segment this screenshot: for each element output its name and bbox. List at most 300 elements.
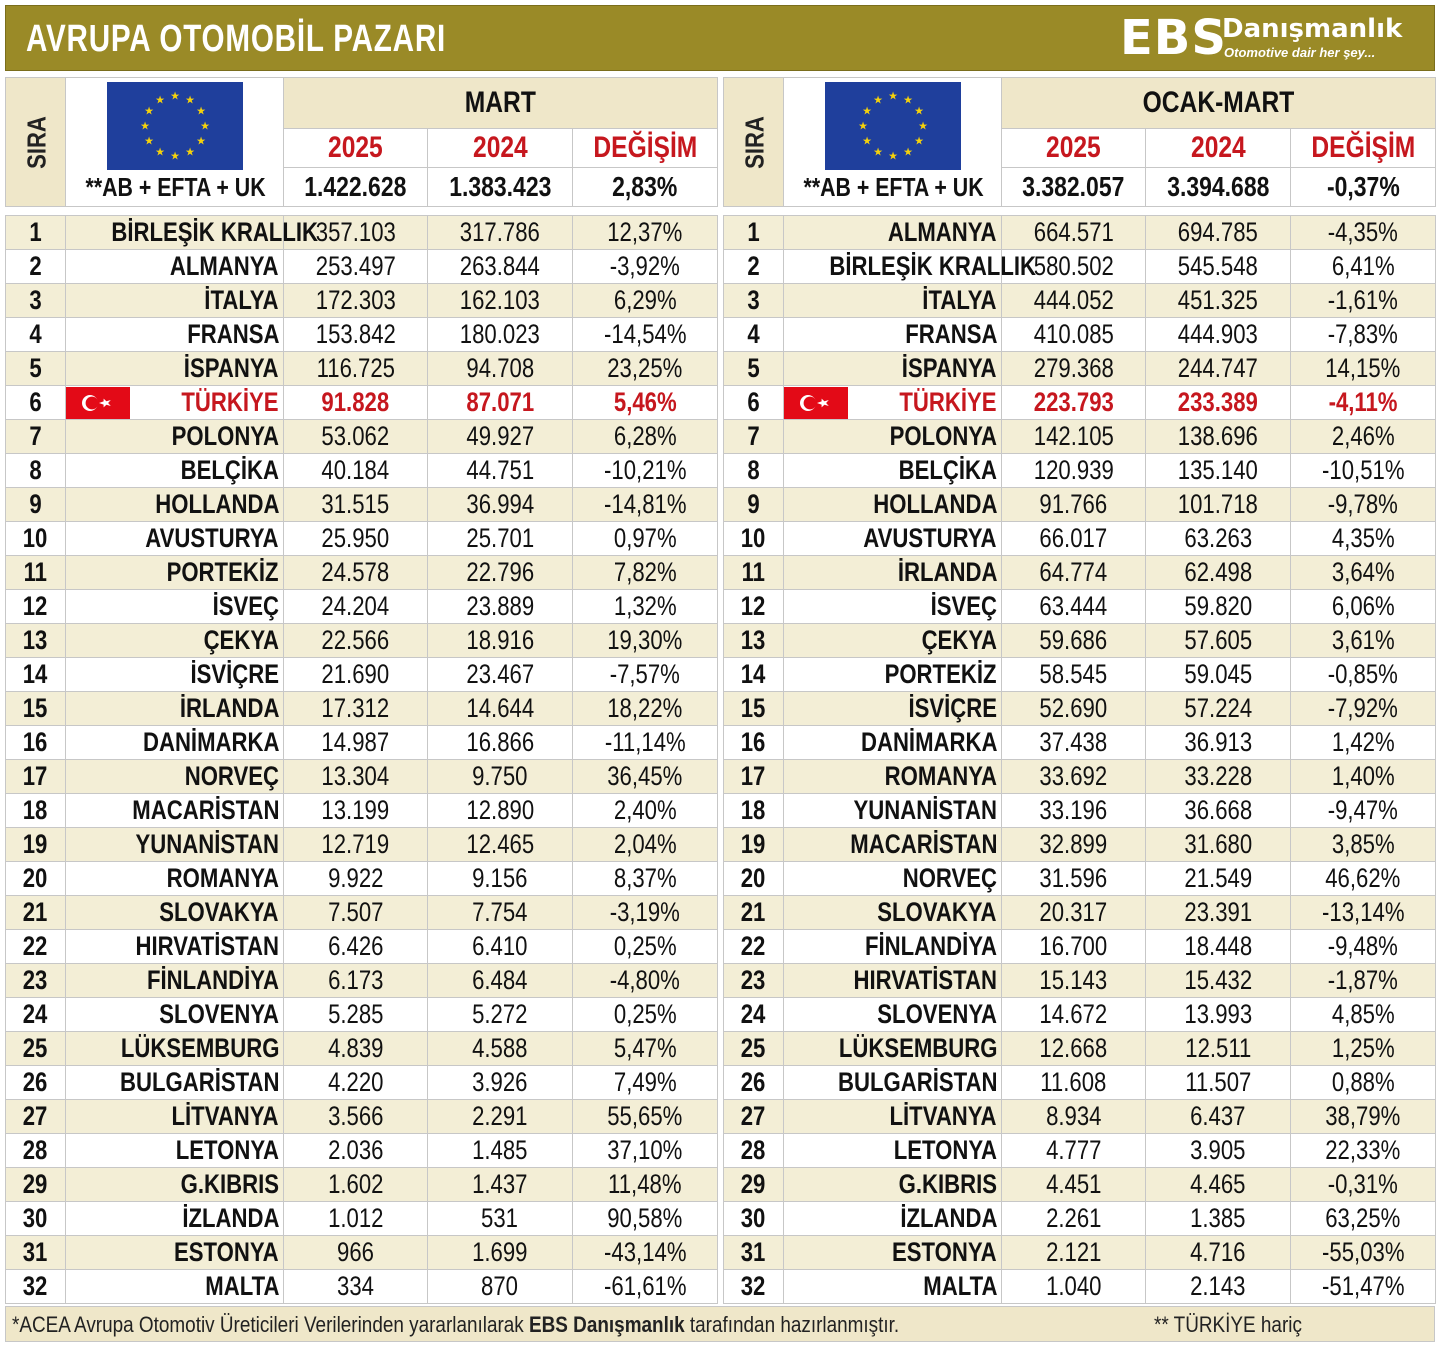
table-row (6, 454, 718, 488)
col-change-header: DEĞİŞİM (1291, 129, 1436, 168)
table-row (724, 692, 1436, 726)
table-row (724, 420, 1436, 454)
country-cell: BELÇİKA (66, 454, 284, 488)
change-cell: 23,25% (573, 352, 718, 386)
value-2025-cell: 33.692 (1002, 760, 1146, 794)
change-cell: -3,19% (573, 896, 718, 930)
table-row (724, 1202, 1436, 1236)
rank-cell: 1 (6, 216, 66, 250)
country-cell: MALTA (66, 1270, 284, 1304)
value-2025-cell: 172.303 (284, 284, 428, 318)
table-row (6, 692, 718, 726)
svg-text:★: ★ (872, 93, 883, 107)
rank-cell: 18 (724, 794, 784, 828)
country-cell: YUNANİSTAN (66, 828, 284, 862)
change-cell: 5,47% (573, 1032, 718, 1066)
change-cell: -9,48% (1291, 930, 1436, 964)
change-cell: 1,32% (573, 590, 718, 624)
period-header: MART (284, 78, 718, 129)
country-cell: BİRLEŞİK KRALLIK (784, 250, 1002, 284)
rank-cell: 11 (6, 556, 66, 590)
change-cell: 4,85% (1291, 998, 1436, 1032)
value-2025-cell: 7.507 (284, 896, 428, 930)
country-cell: FRANSA (784, 318, 1002, 352)
table-row (724, 1100, 1436, 1134)
value-2024-cell: 57.605 (1146, 624, 1291, 658)
value-2024-cell: 23.889 (428, 590, 573, 624)
rank-cell: 27 (6, 1100, 66, 1134)
rank-cell: 29 (724, 1168, 784, 1202)
country-cell: LÜKSEMBURG (66, 1032, 284, 1066)
change-cell: 22,33% (1291, 1134, 1436, 1168)
svg-text:★: ★ (143, 104, 154, 118)
table-row (6, 828, 718, 862)
mart-table (5, 77, 718, 1304)
table-row (6, 1066, 718, 1100)
table-row (6, 386, 718, 420)
table-row (724, 352, 1436, 386)
table-row (724, 794, 1436, 828)
value-2025-cell: 20.317 (1002, 896, 1146, 930)
rank-cell: 18 (6, 794, 66, 828)
value-2024-cell: 22.796 (428, 556, 573, 590)
table-row (6, 794, 718, 828)
change-cell: -1,61% (1291, 284, 1436, 318)
rank-cell: 13 (6, 624, 66, 658)
table-row (724, 862, 1436, 896)
eu-flag-icon (107, 82, 243, 170)
eu-flag-icon (825, 82, 961, 170)
table-row (6, 556, 718, 590)
value-2024-cell: 12.465 (428, 828, 573, 862)
value-2025-cell: 91.828 (284, 386, 428, 420)
value-2024-cell: 4.716 (1146, 1236, 1291, 1270)
value-2024-cell: 4.465 (1146, 1168, 1291, 1202)
table-row (6, 522, 718, 556)
change-cell: 6,28% (573, 420, 718, 454)
rank-cell: 14 (724, 658, 784, 692)
value-2024-cell: 12.511 (1146, 1032, 1291, 1066)
rank-cell: 26 (724, 1066, 784, 1100)
rank-cell: 7 (724, 420, 784, 454)
change-cell: -7,83% (1291, 318, 1436, 352)
col-2025-header: 2025 (284, 129, 428, 168)
country-cell: NORVEÇ (784, 862, 1002, 896)
value-2024-cell: 545.548 (1146, 250, 1291, 284)
turkey-flag-icon (784, 387, 848, 419)
country-cell: LETONYA (784, 1134, 1002, 1168)
rank-cell: 6 (724, 386, 784, 420)
rank-cell: 14 (6, 658, 66, 692)
value-2025-cell: 12.668 (1002, 1032, 1146, 1066)
value-2024-cell: 6.484 (428, 964, 573, 998)
value-2025-cell: 37.438 (1002, 726, 1146, 760)
country-cell: İRLANDA (784, 556, 1002, 590)
change-cell: 38,79% (1291, 1100, 1436, 1134)
rank-cell: 24 (6, 998, 66, 1032)
value-2024-cell: 233.389 (1146, 386, 1291, 420)
value-2024-cell: 6.437 (1146, 1100, 1291, 1134)
rank-cell: 28 (6, 1134, 66, 1168)
value-2024-cell: 87.071 (428, 386, 573, 420)
change-cell: 1,42% (1291, 726, 1436, 760)
country-cell: LİTVANYA (66, 1100, 284, 1134)
logo-name: Danışmanlık (1222, 14, 1403, 44)
table-row (6, 318, 718, 352)
value-2025-cell: 31.515 (284, 488, 428, 522)
value-2024-cell: 135.140 (1146, 454, 1291, 488)
rank-cell: 2 (724, 250, 784, 284)
value-2024-cell: 15.432 (1146, 964, 1291, 998)
value-2025-cell: 58.545 (1002, 658, 1146, 692)
value-2024-cell: 12.890 (428, 794, 573, 828)
value-2024-cell: 21.549 (1146, 862, 1291, 896)
ocak-mart-table (723, 77, 1436, 1304)
svg-text:★: ★ (184, 93, 195, 107)
change-cell: 8,37% (573, 862, 718, 896)
table-row (724, 250, 1436, 284)
value-2025-cell: 1.012 (284, 1202, 428, 1236)
rank-cell: 22 (724, 930, 784, 964)
value-2025-cell: 40.184 (284, 454, 428, 488)
change-cell: 0,25% (573, 930, 718, 964)
change-cell: -7,92% (1291, 692, 1436, 726)
value-2025-cell: 21.690 (284, 658, 428, 692)
table-row (724, 896, 1436, 930)
value-2025-cell: 223.793 (1002, 386, 1146, 420)
table-row (724, 556, 1436, 590)
change-cell: 55,65% (573, 1100, 718, 1134)
country-cell: HIRVATİSTAN (66, 930, 284, 964)
value-2025-cell: 279.368 (1002, 352, 1146, 386)
value-2025-cell: 24.204 (284, 590, 428, 624)
value-2025-cell: 14.672 (1002, 998, 1146, 1032)
region-label: **AB + EFTA + UK (85, 172, 266, 202)
change-cell: -7,57% (573, 658, 718, 692)
rank-cell: 26 (6, 1066, 66, 1100)
value-2025-cell: 664.571 (1002, 216, 1146, 250)
table-row (6, 930, 718, 964)
total-change: -0,37% (1291, 168, 1436, 207)
country-cell: AVUSTURYA (66, 522, 284, 556)
value-2024-cell: 1.385 (1146, 1202, 1291, 1236)
table-row (6, 1236, 718, 1270)
header-bar (5, 5, 1435, 71)
change-cell: -10,21% (573, 454, 718, 488)
table-row (6, 862, 718, 896)
value-2024-cell: 6.410 (428, 930, 573, 964)
value-2024-cell: 62.498 (1146, 556, 1291, 590)
rank-cell: 20 (6, 862, 66, 896)
value-2024-cell: 36.668 (1146, 794, 1291, 828)
value-2025-cell: 13.304 (284, 760, 428, 794)
country-cell: POLONYA (784, 420, 1002, 454)
change-cell: 1,25% (1291, 1032, 1436, 1066)
value-2025-cell: 966 (284, 1236, 428, 1270)
value-2024-cell: 3.905 (1146, 1134, 1291, 1168)
value-2025-cell: 116.725 (284, 352, 428, 386)
svg-text:★: ★ (861, 134, 872, 148)
country-cell: DANİMARKA (66, 726, 284, 760)
value-2024-cell: 14.644 (428, 692, 573, 726)
table-row (724, 1066, 1436, 1100)
value-2025-cell: 2.036 (284, 1134, 428, 1168)
change-cell: 4,35% (1291, 522, 1436, 556)
svg-text:★: ★ (917, 119, 928, 133)
change-cell: -0,85% (1291, 658, 1436, 692)
value-2024-cell: 13.993 (1146, 998, 1291, 1032)
country-cell: HOLLANDA (784, 488, 1002, 522)
svg-text:★: ★ (154, 93, 165, 107)
country-cell: PORTEKİZ (66, 556, 284, 590)
country-cell: MALTA (784, 1270, 1002, 1304)
value-2024-cell: 23.467 (428, 658, 573, 692)
country-cell: SLOVAKYA (784, 896, 1002, 930)
country-cell: PORTEKİZ (784, 658, 1002, 692)
change-cell: 0,88% (1291, 1066, 1436, 1100)
change-cell: -9,47% (1291, 794, 1436, 828)
change-cell: -55,03% (1291, 1236, 1436, 1270)
table-row (724, 454, 1436, 488)
value-2025-cell: 63.444 (1002, 590, 1146, 624)
table-row (724, 488, 1436, 522)
eu-flag-cell (66, 78, 284, 207)
table-row (6, 896, 718, 930)
value-2025-cell: 2.261 (1002, 1202, 1146, 1236)
svg-text:★: ★ (902, 93, 913, 107)
change-cell: -13,14% (1291, 896, 1436, 930)
table-row (724, 1168, 1436, 1202)
table-row (6, 1270, 718, 1304)
change-cell: 46,62% (1291, 862, 1436, 896)
value-2024-cell: 49.927 (428, 420, 573, 454)
value-2025-cell: 16.700 (1002, 930, 1146, 964)
value-2024-cell: 1.699 (428, 1236, 573, 1270)
value-2024-cell: 11.507 (1146, 1066, 1291, 1100)
change-cell: -4,80% (573, 964, 718, 998)
period-header: OCAK-MART (1002, 78, 1436, 129)
value-2025-cell: 25.950 (284, 522, 428, 556)
change-cell: 12,37% (573, 216, 718, 250)
country-cell: YUNANİSTAN (784, 794, 1002, 828)
value-2024-cell: 3.926 (428, 1066, 573, 1100)
total-change: 2,83% (573, 168, 718, 207)
country-cell: ROMANYA (66, 862, 284, 896)
sira-header: SIRA (724, 78, 784, 207)
country-cell: BULGARİSTAN (66, 1066, 284, 1100)
country-cell: ROMANYA (784, 760, 1002, 794)
value-2024-cell: 63.263 (1146, 522, 1291, 556)
panel-ocak-mart (723, 77, 1435, 1304)
rank-cell: 11 (724, 556, 784, 590)
value-2024-cell: 2.143 (1146, 1270, 1291, 1304)
svg-text:★: ★ (195, 134, 206, 148)
value-2025-cell: 9.922 (284, 862, 428, 896)
value-2025-cell: 15.143 (1002, 964, 1146, 998)
value-2025-cell: 11.608 (1002, 1066, 1146, 1100)
country-cell: LİTVANYA (784, 1100, 1002, 1134)
rank-cell: 17 (724, 760, 784, 794)
value-2025-cell: 91.766 (1002, 488, 1146, 522)
value-2025-cell: 334 (284, 1270, 428, 1304)
rank-cell: 16 (6, 726, 66, 760)
value-2025-cell: 5.285 (284, 998, 428, 1032)
country-cell: İSVEÇ (784, 590, 1002, 624)
table-row (724, 284, 1436, 318)
value-2025-cell: 66.017 (1002, 522, 1146, 556)
rank-cell: 20 (724, 862, 784, 896)
rank-cell: 7 (6, 420, 66, 454)
table-row (6, 1134, 718, 1168)
value-2024-cell: 531 (428, 1202, 573, 1236)
country-cell: LETONYA (66, 1134, 284, 1168)
value-2024-cell: 36.994 (428, 488, 573, 522)
source-brand: EBS Danışmanlık (529, 1312, 685, 1337)
rank-cell: 30 (724, 1202, 784, 1236)
exclusion-note: ** TÜRKİYE hariç (1154, 1312, 1302, 1337)
change-cell: -10,51% (1291, 454, 1436, 488)
mart-rows (6, 216, 718, 1304)
source-note: *ACEA Avrupa Otomotiv Üreticileri Verilerinden yararlanılarak EBS Danışmanlık tarafından hazırlanmıştır. (12, 1312, 900, 1337)
change-cell: 7,49% (573, 1066, 718, 1100)
change-cell: -4,35% (1291, 216, 1436, 250)
value-2024-cell: 44.751 (428, 454, 573, 488)
table-row (6, 658, 718, 692)
country-cell: İRLANDA (66, 692, 284, 726)
ebs-logo (1120, 12, 1410, 68)
change-cell: -61,61% (573, 1270, 718, 1304)
country-cell: BULGARİSTAN (784, 1066, 1002, 1100)
rank-cell: 3 (6, 284, 66, 318)
country-cell: FİNLANDİYA (784, 930, 1002, 964)
rank-cell: 15 (724, 692, 784, 726)
total-2024: 3.394.688 (1146, 168, 1291, 207)
table-row (6, 964, 718, 998)
change-cell: 0,97% (573, 522, 718, 556)
value-2025-cell: 1.040 (1002, 1270, 1146, 1304)
table-row (6, 998, 718, 1032)
table-row (724, 522, 1436, 556)
value-2025-cell: 6.426 (284, 930, 428, 964)
value-2025-cell: 4.220 (284, 1066, 428, 1100)
table-row (724, 624, 1436, 658)
country-cell: NORVEÇ (66, 760, 284, 794)
svg-text:★: ★ (139, 119, 150, 133)
svg-text:★: ★ (887, 89, 898, 103)
svg-text:★: ★ (861, 104, 872, 118)
change-cell: 6,29% (573, 284, 718, 318)
country-cell: ALMANYA (66, 250, 284, 284)
change-cell: 3,61% (1291, 624, 1436, 658)
country-cell: ÇEKYA (784, 624, 1002, 658)
country-cell: İSVEÇ (66, 590, 284, 624)
svg-text:★: ★ (887, 149, 898, 163)
logo-slogan: Otomotive dair her şey... (1224, 45, 1376, 60)
svg-text:★: ★ (872, 145, 883, 159)
table-row (6, 624, 718, 658)
svg-text:★: ★ (143, 134, 154, 148)
country-cell: POLONYA (66, 420, 284, 454)
change-cell: 11,48% (573, 1168, 718, 1202)
table-row (6, 250, 718, 284)
value-2024-cell: 57.224 (1146, 692, 1291, 726)
rank-cell: 16 (724, 726, 784, 760)
svg-text:★: ★ (199, 119, 210, 133)
change-cell: 3,85% (1291, 828, 1436, 862)
country-cell: MACARİSTAN (66, 794, 284, 828)
value-2024-cell: 870 (428, 1270, 573, 1304)
value-2025-cell: 444.052 (1002, 284, 1146, 318)
rank-cell: 8 (724, 454, 784, 488)
table-row (724, 386, 1436, 420)
value-2024-cell: 694.785 (1146, 216, 1291, 250)
value-2024-cell: 2.291 (428, 1100, 573, 1134)
table-row (6, 1100, 718, 1134)
country-cell: İZLANDA (66, 1202, 284, 1236)
country-cell: İSVİÇRE (784, 692, 1002, 726)
rank-cell: 4 (724, 318, 784, 352)
value-2025-cell: 410.085 (1002, 318, 1146, 352)
eu-flag-cell (784, 78, 1002, 207)
value-2024-cell: 451.325 (1146, 284, 1291, 318)
turkey-flag-icon (66, 387, 130, 419)
country-cell: İTALYA (784, 284, 1002, 318)
change-cell: 37,10% (573, 1134, 718, 1168)
value-2024-cell: 36.913 (1146, 726, 1291, 760)
value-2025-cell: 33.196 (1002, 794, 1146, 828)
rank-cell: 25 (6, 1032, 66, 1066)
change-cell: -14,54% (573, 318, 718, 352)
country-cell: TÜRKİYE (784, 386, 1002, 420)
value-2025-cell: 3.566 (284, 1100, 428, 1134)
table-row (724, 318, 1436, 352)
table-row (724, 998, 1436, 1032)
value-2024-cell: 59.045 (1146, 658, 1291, 692)
table-row (724, 590, 1436, 624)
rank-cell: 21 (6, 896, 66, 930)
value-2024-cell: 9.156 (428, 862, 573, 896)
value-2024-cell: 1.437 (428, 1168, 573, 1202)
value-2024-cell: 180.023 (428, 318, 573, 352)
change-cell: 1,40% (1291, 760, 1436, 794)
value-2024-cell: 244.747 (1146, 352, 1291, 386)
value-2025-cell: 120.939 (1002, 454, 1146, 488)
country-cell: İZLANDA (784, 1202, 1002, 1236)
rank-cell: 10 (6, 522, 66, 556)
value-2024-cell: 7.754 (428, 896, 573, 930)
svg-text:★: ★ (902, 145, 913, 159)
value-2025-cell: 31.596 (1002, 862, 1146, 896)
sira-header: SIRA (6, 78, 66, 207)
value-2025-cell: 142.105 (1002, 420, 1146, 454)
table-row (6, 1168, 718, 1202)
change-cell: 36,45% (573, 760, 718, 794)
table-row (724, 658, 1436, 692)
country-cell: DANİMARKA (784, 726, 1002, 760)
value-2024-cell: 18.448 (1146, 930, 1291, 964)
value-2024-cell: 16.866 (428, 726, 573, 760)
change-cell: -14,81% (573, 488, 718, 522)
rank-cell: 19 (724, 828, 784, 862)
table-row (6, 352, 718, 386)
rank-cell: 3 (724, 284, 784, 318)
value-2025-cell: 24.578 (284, 556, 428, 590)
table-row (724, 1270, 1436, 1304)
value-2025-cell: 53.062 (284, 420, 428, 454)
value-2024-cell: 25.701 (428, 522, 573, 556)
change-cell: 63,25% (1291, 1202, 1436, 1236)
value-2025-cell: 64.774 (1002, 556, 1146, 590)
